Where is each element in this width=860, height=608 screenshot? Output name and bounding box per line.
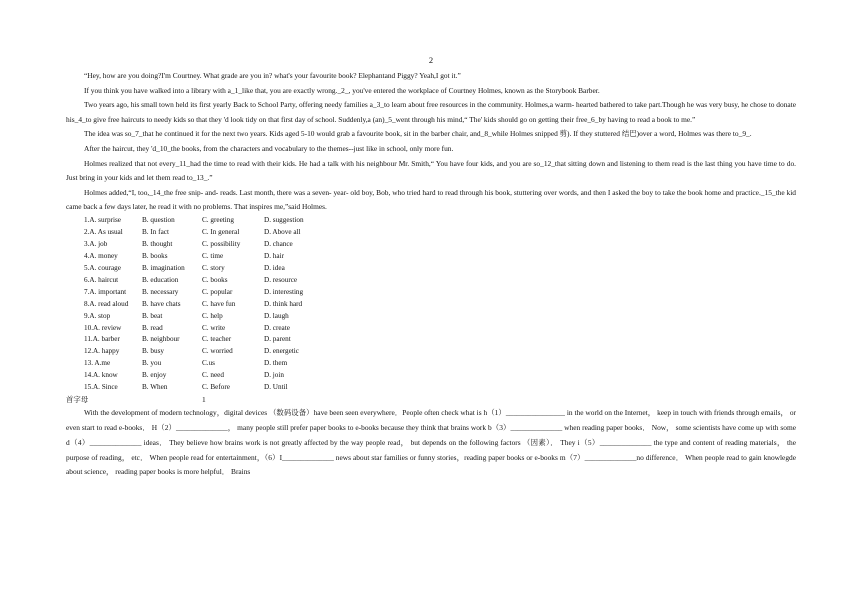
option-choice: C. books [202, 275, 228, 284]
option-choice: B. thought [142, 239, 173, 248]
option-choice: 9.A. stop [84, 311, 111, 320]
option-choice: D. hair [264, 251, 284, 260]
option-choice: B. education [142, 275, 179, 284]
option-choice: 10.A. review [84, 323, 122, 332]
passage-paragraph: After the haircut, they 'd_10_the books, from the characters and vocabulary to the themes--just like in school, only more fun. [84, 143, 454, 153]
option-choice: D. idea [264, 263, 285, 272]
option-choice: D. Until [264, 383, 288, 392]
option-choice: D. create [264, 323, 290, 332]
passage-paragraph: Two years ago, his small town held its first yearly Back to School Party, offering needy families a_3_to learn about free resources in the community. Holmes,a warm- hearted bathered to take part.Though he was very busy, he chose to donate his_4_to give free haircuts to needy kids so that they 'd look tidy on that first day of school. Suddenly,a (an)_5_went through his mind,“ The' kids should go on getting their free_6_by having to read a book to me.” [66, 100, 796, 124]
option-choice: D. join [264, 371, 284, 380]
page-number: 2 [428, 55, 434, 65]
option-row [66, 227, 796, 239]
section2-passage: With the development of modern technology，digital devices （数码设备）have been seen everywhere．People often check what is h（1）________________ in the world on the Internet， keep in touch with friends through emails， or even start to read e-books． H（2）______________， many people still prefer paper books to e-books because they think that brains work b（3）______________ when reading paper books． Now， some scientists have come up with some d（4）______________ ideas． They believe how brains work is not greatly affected by the way people read， but depends on the following factors （因素）． They i（5）______________ the type and content of reading materials， the purpose of reading， etc． When people read for entertainment，（6）I______________ news about star families or funny stories，reading paper books or e-books m（7）______________no difference． When people read to gain knowlegde about science， reading paper books is more helpful． Brains [66, 408, 796, 477]
option-choice: C. write [202, 323, 226, 332]
option-choice: 1.A. surprise [84, 215, 121, 224]
option-row [66, 251, 796, 263]
option-choice: 12.A. happy [84, 347, 120, 356]
option-choice: 6.A. haircut [84, 275, 119, 284]
option-choice: C. have fun [202, 299, 236, 308]
option-choice: B. imagination [142, 263, 185, 272]
option-choice: D. suggestion [264, 215, 304, 224]
passage-paragraph: Holmes added,“I, too,_14_the free snip- and- reads. Last month, there was a seven- year- old boy, Bob, who tried hard to read through his book, stuttering over words, and then I asked the boy to take the book home and practice._15_the kid came back a few days later, he read it with no problems. That inspires me,”said Holmes. [66, 187, 796, 212]
passage-paragraph: Holmes realized that not every_11_had the time to read with their kids. He had a talk with his neighbour Mr. Smith,“ You have four kids, and you are so_12_that sitting down and listening to them read is the last thing you have time to do. Just bring in your kids and let them read to_13_.” [66, 158, 796, 183]
option-choice: D. resource [264, 275, 298, 284]
option-choice: C. possibility [202, 239, 241, 248]
option-row [66, 323, 796, 335]
option-choice: C. Before [202, 383, 230, 392]
option-choice: B. enjoy [142, 371, 167, 380]
option-choice: B. busy [142, 347, 164, 356]
option-choice: B. read [142, 323, 163, 332]
option-row [66, 346, 796, 358]
option-choice: C. worried [202, 347, 233, 356]
section-page-number: 1 [202, 395, 206, 405]
option-choice: 14.A. know [84, 371, 118, 380]
option-choice: 4.A. money [84, 251, 118, 260]
option-choice: B. you [142, 359, 162, 368]
option-row [66, 334, 796, 346]
section-label: 首字母 [66, 395, 89, 405]
option-choice: C. help [202, 311, 223, 320]
option-choice: 2.A. As usual [84, 227, 123, 236]
option-choice: B. When [142, 383, 168, 392]
option-choice: B. question [142, 215, 175, 224]
option-choice: C.us [202, 359, 215, 368]
option-row [66, 370, 796, 382]
option-choice: C. story [202, 263, 225, 272]
option-choice: 15.A. Since [84, 383, 118, 392]
option-choice: D. them [264, 359, 288, 368]
option-choice: B. In fact [142, 227, 169, 236]
passage-paragraph: “Hey, how are you doing?I'm Courtney. What grade are you in? what's your favourite book? Elephantand Piggy? Yeah,I got it.” [84, 71, 461, 80]
option-choice: 11.A. barber [84, 335, 120, 344]
cloze-passage [66, 69, 796, 215]
option-choice: 3.A. job [84, 239, 108, 248]
option-row [66, 215, 796, 227]
option-row [66, 382, 796, 394]
option-row [66, 299, 796, 311]
document-page [66, 55, 796, 480]
option-choice: 13. A.me [84, 359, 111, 368]
option-choice: B. books [142, 251, 168, 260]
option-choice: C. teacher [202, 335, 232, 344]
option-choice: C. greeting [202, 215, 234, 224]
option-choice: C. time [202, 251, 224, 260]
option-choice: C. need [202, 371, 224, 380]
passage-paragraph: If you think you have walked into a library with a_1_like that, you are exactly wrong._2_, you've entered the workplace of Courtney Holmes, known as the Storybook Barber. [84, 85, 600, 95]
option-row [66, 263, 796, 275]
answer-options [66, 215, 796, 394]
option-choice: D. parent [264, 335, 291, 344]
option-choice: D. interesting [264, 287, 304, 296]
option-choice: D. chance [264, 239, 293, 248]
option-choice: 7.A. important [84, 287, 127, 296]
option-choice: B. necessary [142, 287, 179, 296]
option-choice: C. popular [202, 287, 233, 296]
option-choice: B. neighbour [142, 335, 180, 344]
option-row [66, 287, 796, 299]
section-header [66, 394, 796, 406]
option-choice: C. In general [202, 227, 240, 236]
option-choice: D. laugh [264, 311, 289, 320]
option-row [66, 358, 796, 370]
option-choice: D. think hard [264, 299, 303, 308]
option-choice: B. have chats [142, 299, 181, 308]
option-row [66, 239, 796, 251]
option-choice: D. Above all [264, 227, 301, 236]
option-choice: 8.A. read aloud [84, 299, 129, 308]
option-row [66, 311, 796, 323]
passage-paragraph: The idea was so_7_that he continued it for the next two years. Kids aged 5-10 would grab a favourite book, sit in the barber chair, and_8_while Holmes snipped 剪). If they stuttered 结巴)over a word, Holmes was there to_9_. [84, 129, 752, 139]
option-choice: 5.A. courage [84, 263, 121, 272]
option-choice: D. energetic [264, 347, 299, 356]
option-row [66, 275, 796, 287]
option-choice: B. beat [142, 311, 163, 320]
